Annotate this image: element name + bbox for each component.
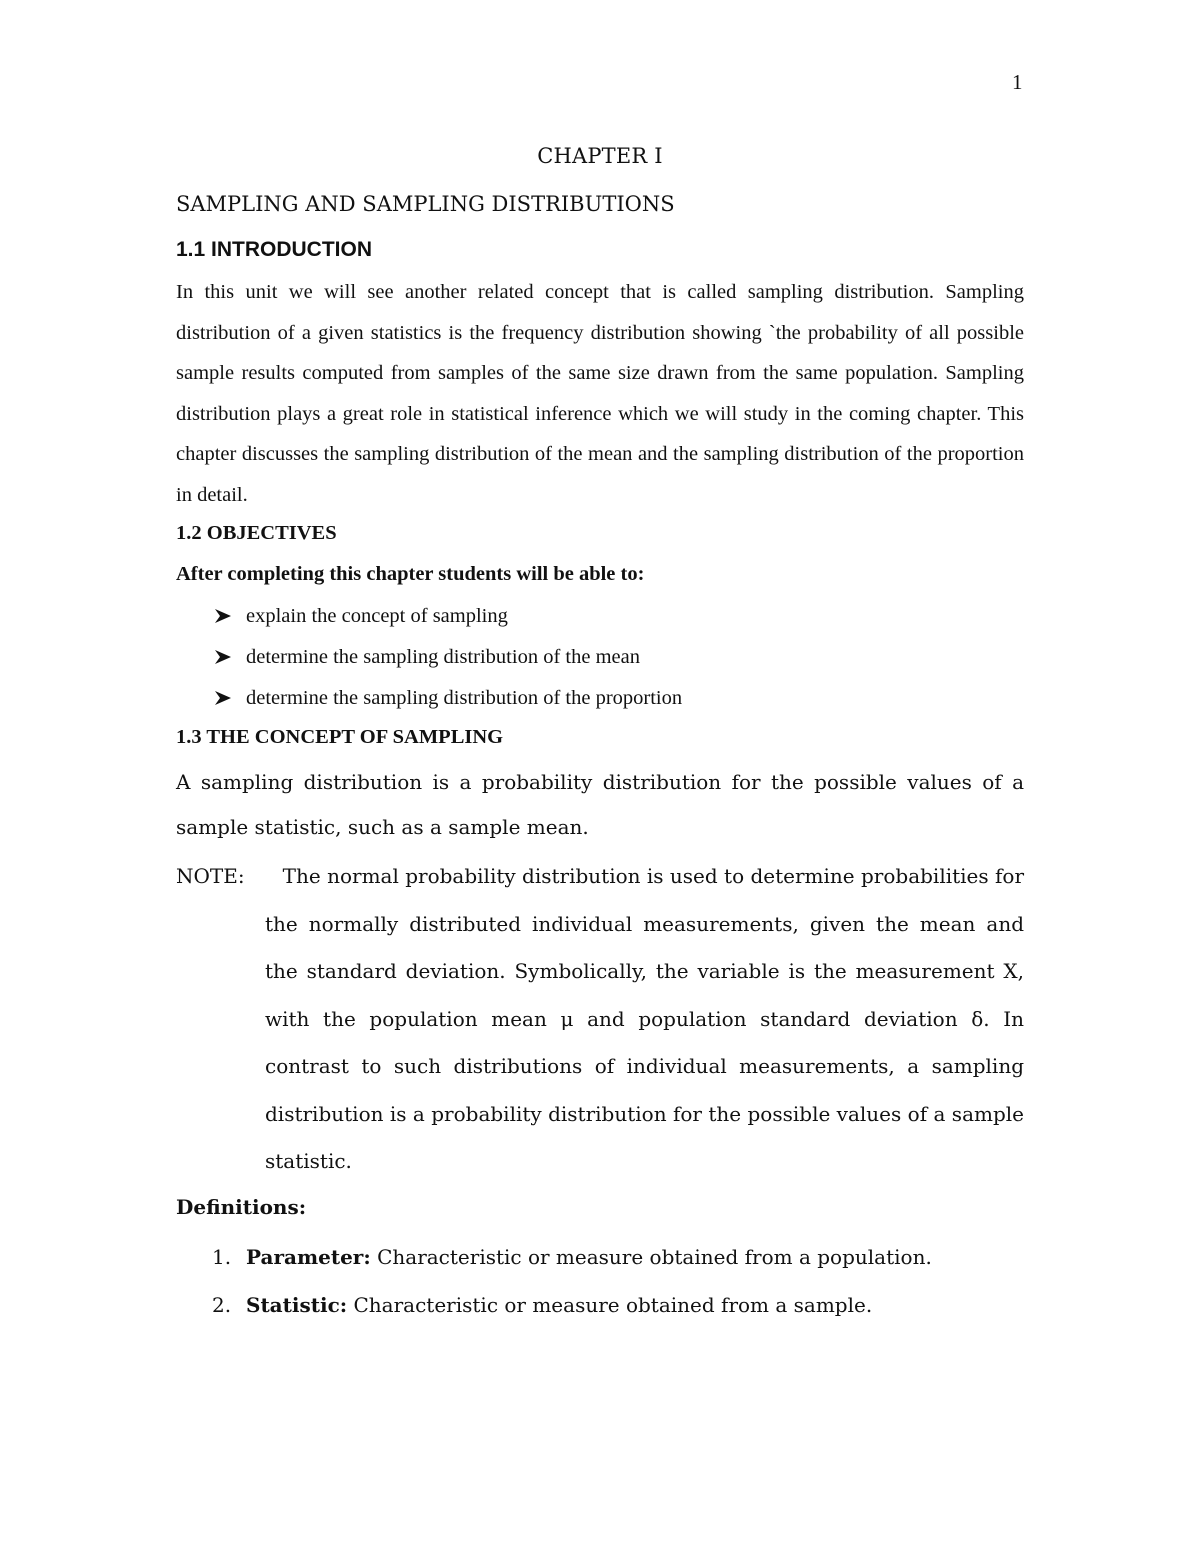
objective-text: determine the sampling distribution of the mean [246, 645, 640, 668]
objective-item [214, 641, 682, 682]
objective-item [214, 600, 682, 641]
chapter-title: CHAPTER I [537, 144, 663, 168]
definition-item [212, 1290, 932, 1338]
definitions-title: Definitions: [176, 1195, 307, 1219]
definition-term: Parameter: [246, 1245, 371, 1269]
concept-heading: 1.3 THE CONCEPT OF SAMPLING [176, 726, 504, 748]
note-label: NOTE: [176, 864, 245, 888]
objective-text: determine the sampling distribution of the proportion [246, 686, 683, 709]
arrow-bullet-icon [214, 682, 246, 706]
page-number: 1 [1012, 70, 1023, 94]
note-first-text: The normal probability distribution is used to determine probabilities for [282, 864, 1024, 888]
definition-text: Characteristic or measure obtained from a population. [377, 1245, 932, 1269]
note-first-line [176, 853, 1024, 901]
definition-number: 2. [212, 1293, 232, 1317]
definition-number: 1. [212, 1245, 232, 1269]
introduction-paragraph: In this unit we will see another related concept that is called sampling distribution. Sampling distribution of a given statistics is the frequency distribution showing `the probability of all possible sample results computed from samples of the same size drawn from the same population. Sampling distribution plays a great role in statistical inference which we will study in the coming chapter. This chapter discusses the sampling distribution of the mean and the sampling distribution of the proportion in detail. [176, 281, 1024, 506]
objective-item [214, 682, 682, 723]
arrow-bullet-icon [214, 600, 246, 624]
definition-item [212, 1242, 932, 1290]
note-body: the normally distributed individual measurements, given the mean and the standard deviation. Symbolically, the variable is the measurement X, with the population mean μ and population standard deviation δ. In contrast to such distributions of individual measurements, a sampling distribution is a probability distribution for the possible values of a sample statistic. [265, 911, 1024, 1173]
arrow-bullet-icon [214, 641, 246, 665]
chapter-subtitle: SAMPLING AND SAMPLING DISTRIBUTIONS [176, 192, 675, 216]
note-block [176, 853, 1024, 1186]
objective-text: explain the concept of sampling [246, 605, 508, 627]
definitions-list [212, 1242, 932, 1338]
concept-paragraph: A sampling distribution is a probability distribution for the possible values of a sample statistic, such as a sample mean. [176, 770, 1024, 839]
objectives-lead: After completing this chapter students will be able to: [176, 563, 645, 585]
definition-text: Characteristic or measure obtained from a sample. [353, 1293, 873, 1317]
definition-term: Statistic: [246, 1293, 348, 1317]
objectives-heading: 1.2 OBJECTIVES [176, 522, 337, 544]
objectives-list [214, 600, 682, 722]
introduction-heading: 1.1 INTRODUCTION [176, 238, 373, 261]
